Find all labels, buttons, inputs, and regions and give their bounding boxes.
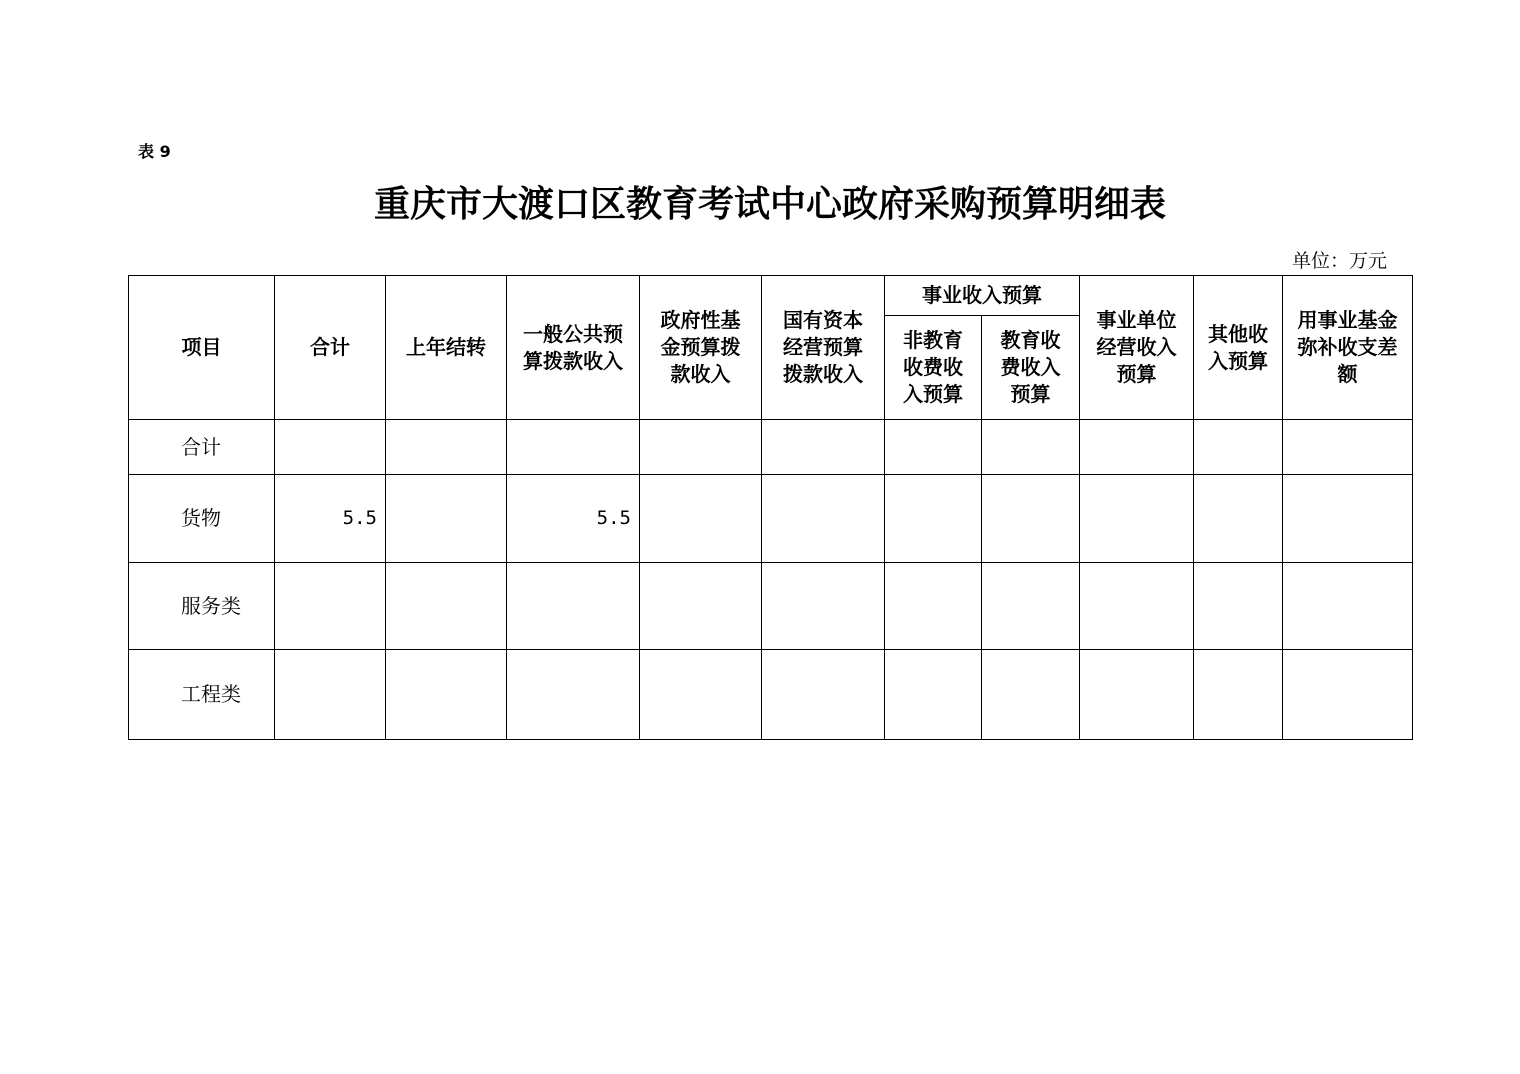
table-number-label: 表 9 bbox=[138, 142, 171, 161]
cell-state-capital bbox=[762, 475, 885, 563]
cell-gov-fund bbox=[640, 650, 762, 740]
cell-gov-fund bbox=[640, 475, 762, 563]
header-business-income: 事业收入预算 bbox=[885, 276, 1080, 316]
cell-unit-operating bbox=[1080, 420, 1194, 475]
cell-other-income bbox=[1194, 563, 1283, 650]
cell-non-edu-fee bbox=[885, 563, 982, 650]
cell-other-income bbox=[1194, 420, 1283, 475]
header-carryover: 上年结转 bbox=[386, 276, 507, 420]
table-row bbox=[129, 420, 1413, 475]
header-other-income: 其他收入预算 bbox=[1194, 276, 1283, 420]
cell-total bbox=[275, 563, 386, 650]
cell-carryover bbox=[386, 420, 507, 475]
header-unit-operating: 事业单位经营收入预算 bbox=[1080, 276, 1194, 420]
cell-carryover bbox=[386, 650, 507, 740]
cell-state-capital bbox=[762, 563, 885, 650]
row-label: 货物 bbox=[129, 475, 275, 563]
cell-other-income bbox=[1194, 650, 1283, 740]
cell-edu-fee bbox=[982, 650, 1080, 740]
header-non-edu-fee: 非教育收费收入预算 bbox=[885, 316, 982, 420]
cell-general-public: 5.5 bbox=[507, 475, 640, 563]
cell-non-edu-fee bbox=[885, 420, 982, 475]
cell-total bbox=[275, 650, 386, 740]
cell-edu-fee bbox=[982, 420, 1080, 475]
procurement-budget-table bbox=[128, 275, 1413, 740]
row-label: 服务类 bbox=[129, 563, 275, 650]
header-fund-supplement: 用事业基金弥补收支差额 bbox=[1283, 276, 1413, 420]
row-label: 合计 bbox=[129, 420, 275, 475]
cell-state-capital bbox=[762, 420, 885, 475]
cell-non-edu-fee bbox=[885, 650, 982, 740]
cell-gov-fund bbox=[640, 563, 762, 650]
cell-edu-fee bbox=[982, 563, 1080, 650]
cell-fund-supplement bbox=[1283, 420, 1413, 475]
cell-non-edu-fee bbox=[885, 475, 982, 563]
cell-fund-supplement bbox=[1283, 475, 1413, 563]
cell-unit-operating bbox=[1080, 563, 1194, 650]
header-edu-fee: 教育收费收入预算 bbox=[982, 316, 1080, 420]
cell-total: 5.5 bbox=[275, 475, 386, 563]
header-item: 项目 bbox=[129, 276, 275, 420]
cell-carryover bbox=[386, 563, 507, 650]
table-row bbox=[129, 650, 1413, 740]
cell-general-public bbox=[507, 420, 640, 475]
row-label: 工程类 bbox=[129, 650, 275, 740]
header-general-public: 一般公共预算拨款收入 bbox=[507, 276, 640, 420]
cell-unit-operating bbox=[1080, 650, 1194, 740]
page-title: 重庆市大渡口区教育考试中心政府采购预算明细表 bbox=[373, 184, 1166, 225]
cell-fund-supplement bbox=[1283, 563, 1413, 650]
table-row bbox=[129, 563, 1413, 650]
cell-gov-fund bbox=[640, 420, 762, 475]
header-state-capital: 国有资本经营预算拨款收入 bbox=[762, 276, 885, 420]
cell-other-income bbox=[1194, 475, 1283, 563]
unit-label: 单位：万元 bbox=[1292, 250, 1388, 272]
cell-state-capital bbox=[762, 650, 885, 740]
cell-general-public bbox=[507, 563, 640, 650]
cell-fund-supplement bbox=[1283, 650, 1413, 740]
header-gov-fund: 政府性基金预算拨款收入 bbox=[640, 276, 762, 420]
header-row-1 bbox=[129, 276, 1413, 316]
cell-carryover bbox=[386, 475, 507, 563]
cell-unit-operating bbox=[1080, 475, 1194, 563]
cell-general-public bbox=[507, 650, 640, 740]
header-total: 合计 bbox=[275, 276, 386, 420]
cell-edu-fee bbox=[982, 475, 1080, 563]
cell-total bbox=[275, 420, 386, 475]
table-row bbox=[129, 475, 1413, 563]
